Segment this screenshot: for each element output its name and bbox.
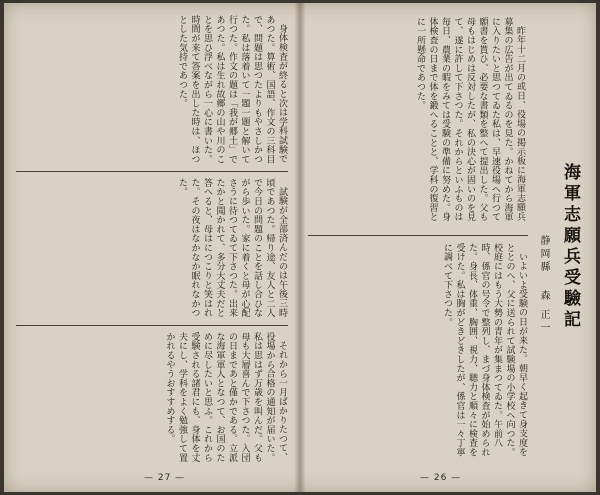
right-page-top-column-block [308, 17, 526, 229]
left-page-divider-upper [16, 171, 288, 172]
article-title: 海軍志願兵受驗記 [560, 163, 580, 331]
left-page [4, 3, 300, 492]
right-page-divider [308, 235, 528, 236]
page-number-right: — 26 — [420, 473, 462, 483]
left-page-middle-text: 試験が全部済んだのは午後三時頃であつた。帰り途、友人と二人で今日の問題のことを話し合ひながら歩いた。家に着くと母が心配さうに待つてゐて下さつた。出来たかと聞かれて、多分大丈夫だと答へると、母はにつこりと笑はれた。その夜はなかなか眠れなかつた。 [177, 178, 287, 318]
left-page-bottom-text: それから一月ばかりたつて、役場から合格の通知が届いた。私は思はず万歳を叫んだ。父も母も大層喜んで下さつた。入団の日まであと僅かである。立派な海軍軍人となつて、お国のために尽したいと思ふ。これから受験される諸君にも、身体を丈夫にし、学科をよく勉強して置かれるやうおすすめする。 [164, 332, 287, 463]
left-page-divider-lower [16, 325, 288, 326]
right-page-bottom-column-block [308, 243, 528, 465]
page-number-left: — 27 — [144, 473, 186, 483]
magazine-spread [4, 3, 596, 492]
right-page-top-text: 昨年十二月の或日、役場の掲示板に海軍志願兵募集の広告が出てゐるのを見た。かねてから海軍に入りたいと思つてゐた私は、早速役場へ行つて願書を貰ひ、必要な書類を整へて提出した。父も母もはじめは反対したが、私の決心が固いのを見て、遂に許して下さつた。それからといふものは毎日、農業の暇をみては受験の準備に努めた。身体検査の日まで体を鍛へることと、学科の復習とに一所懸命であつた。 [415, 17, 525, 222]
right-page-bottom-text: いよいよ受験の日が来た。朝早く起きて身支度をととのへ、父に送られて試験場の小学校へ向つた。校庭にはもう大勢の青年が集まつてゐた。午前八時、係官の号令で整列し、まづ身体検査が始められた。身長、体重、胸囲、視力、聴力と順々に検査を受けた。私は胸がどきどきしたが、係官は一々丁寧に調べて下さつた。 [442, 243, 527, 457]
author-name: 森 正一 [538, 290, 549, 336]
left-page-top-column-block [16, 15, 288, 165]
author-affiliation: 静岡縣 [538, 235, 549, 274]
left-page-middle-column-block [16, 178, 288, 318]
right-page [300, 3, 596, 492]
left-page-bottom-column-block [16, 332, 288, 465]
article-title-block [558, 163, 583, 363]
article-author [536, 235, 551, 385]
left-page-top-text: 身体検査が終ると次は学科試験であつた。算術、国語、作文の三科目で、問題は思つたよりもやさしかつた。私は落着いて一題一題と解いて行つた。作文の題は「我が郷土」であつた。私は生れ故郷の山や川のことを思ひ浮べながら一心に書いた。時間が来て答案を出した時は、ほつとした気持であつた。 [177, 15, 287, 164]
